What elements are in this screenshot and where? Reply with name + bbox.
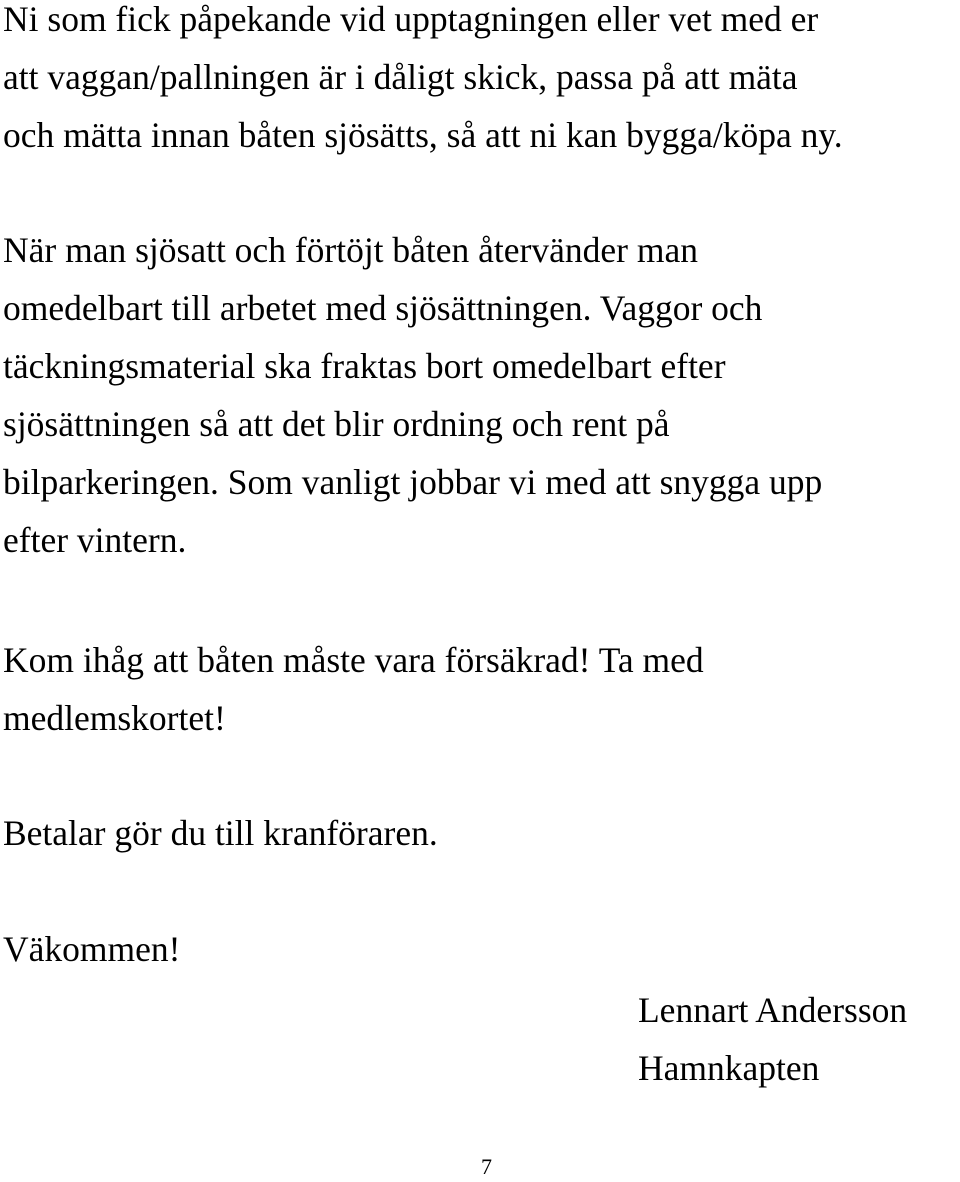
page-number: 7 bbox=[481, 1154, 492, 1179]
paragraph-cleanup-instructions: När man sjösatt och förtöjt båten återvänder man omedelbart till arbetet med sjösättningen. Vaggor och täckningsmaterial ska fraktas bort omedelbart efter sjösättningen så att det blir ordning och rent på bilparkeringen. Som vanligt jobbar vi med att snygga upp efter vintern. bbox=[3, 230, 823, 560]
signature-block bbox=[638, 981, 907, 1097]
paragraph-payment-info: Betalar gör du till kranföraren. bbox=[3, 813, 438, 853]
paragraph-welcome: Väkommen! bbox=[3, 929, 181, 969]
paragraph-insurance-reminder: Kom ihåg att båten måste vara försäkrad! Ta med medlemskortet! bbox=[3, 640, 704, 738]
signature-title: Hamnkapten bbox=[638, 1048, 820, 1088]
paragraph-cradle-notice: Ni som fick påpekande vid upptagningen eller vet med er att vaggan/pallningen är i dåligt skick, passa på att mäta och mätta innan båten sjösätts, så att ni kan bygga/köpa ny. bbox=[3, 0, 843, 155]
signature-name: Lennart Andersson bbox=[638, 990, 908, 1030]
